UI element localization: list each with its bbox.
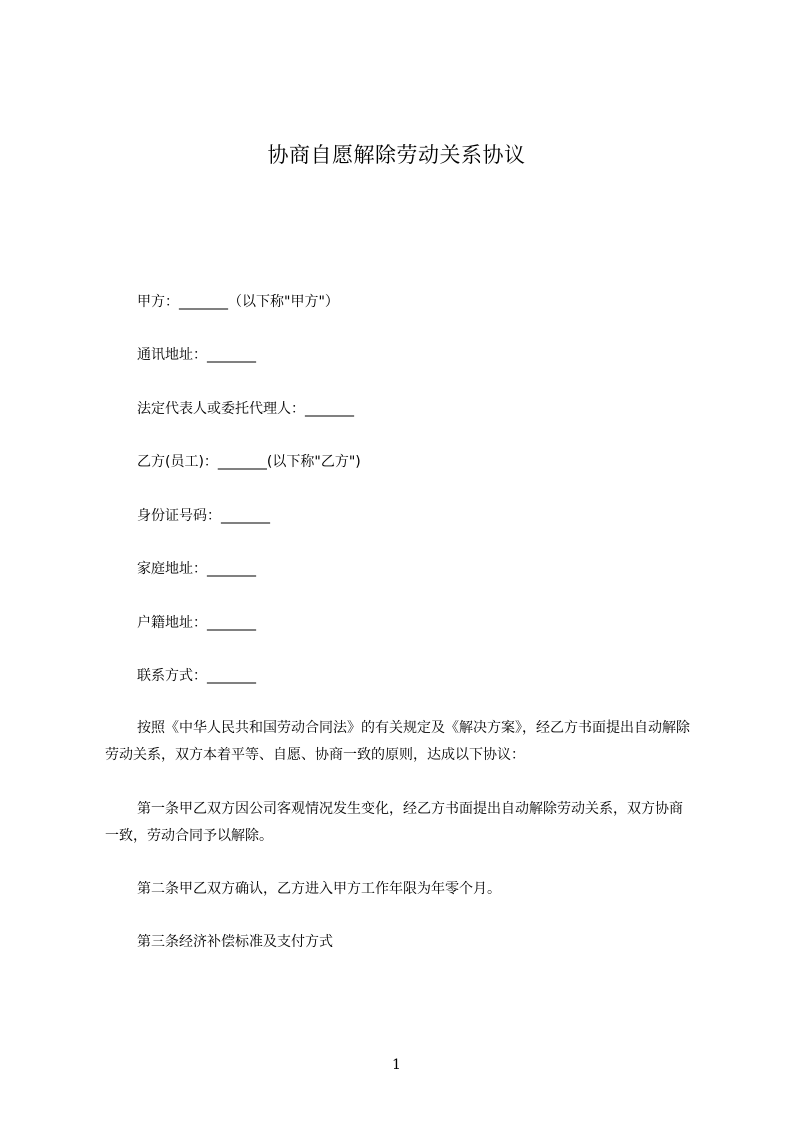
mailing-address-field: 通讯地址：_______ xyxy=(137,347,256,363)
party-b-field: 乙方(员工)：_______(以下称"乙方") xyxy=(137,454,361,470)
article-2-paragraph: 第二条甲乙双方确认，乙方进入甲方工作年限为年零个月。 xyxy=(137,881,501,897)
legal-representative-field: 法定代表人或委托代理人：_______ xyxy=(137,401,354,417)
household-address-field: 户籍地址：_______ xyxy=(137,615,256,631)
article-3-heading: 第三条经济补偿标准及支付方式 xyxy=(137,934,333,950)
document-title: 协商自愿解除劳动关系协议 xyxy=(267,143,526,167)
page-number: 1 xyxy=(392,1057,401,1073)
id-number-field: 身份证号码：_______ xyxy=(137,508,270,524)
intro-paragraph: 按照《中华人民共和国劳动合同法》的有关规定及《解决方案》，经乙方书面提出自动解除劳动关系，双方本着平等、自愿、协商一致的原则，达成以下协议： xyxy=(105,720,690,763)
contact-field: 联系方式：_______ xyxy=(137,668,256,684)
party-a-field: 甲方：_______（以下称"甲方"） xyxy=(137,294,339,310)
article-1-paragraph: 第一条甲乙双方因公司客观情况发生变化，经乙方书面提出自动解除劳动关系，双方协商一致，劳动合同予以解除。 xyxy=(105,801,683,844)
home-address-field: 家庭地址：_______ xyxy=(137,561,256,577)
